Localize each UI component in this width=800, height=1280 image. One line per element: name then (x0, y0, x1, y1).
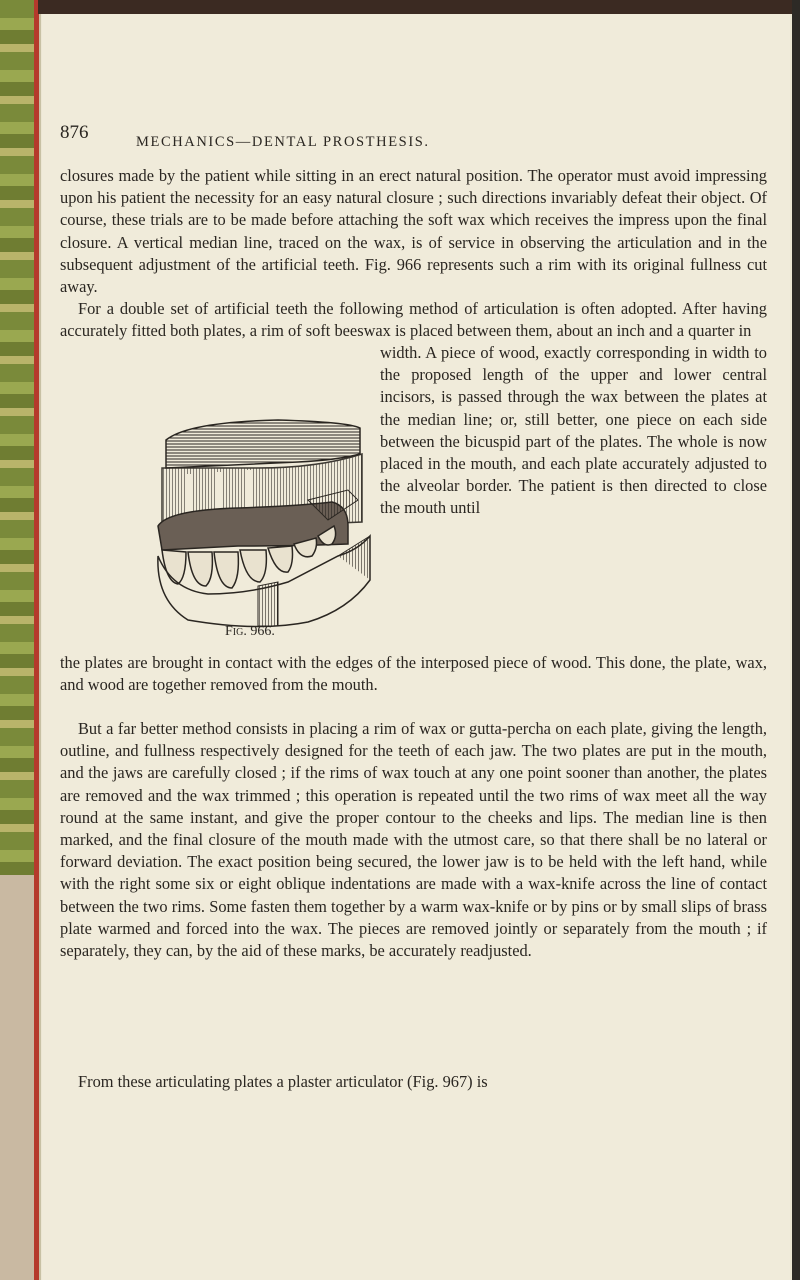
dental-articulating-plates-illustration-icon (148, 350, 380, 636)
page-header (60, 122, 740, 160)
paragraph-closures: closures made by the patient while sitting in an erect natural position. The operator must avoid impressing upon his patient the necessity for an easy natural closure ; such directions invariably defeat their object. Of course, these trials are to be made before attaching the soft wax which receives the impress upon the final closure. A vertical median line, traced on the wax, is of service in observing the articulation and in the subsequent adjustment of the artificial teeth. Fig. 966 represents such a rim with its original fullness cut away. (60, 166, 767, 297)
paragraph-double-set-intro: For a double set of artificial teeth the following method of articulation is often adopted. After having accurately fitted both plates, a rim of soft beeswax is placed between them, about an inch and a quarter in (60, 299, 767, 341)
paragraph-double-set-end: the plates are brought in contact with the edges of the interposed piece of wood. This done, the plate, wax, and wood are together removed from the mouth. (60, 653, 767, 695)
book-spine-red-edge (34, 0, 39, 1280)
running-title: MECHANICS—DENTAL PROSTHESIS. (136, 134, 430, 150)
book-page-edge-lower (0, 875, 38, 1280)
book-right-edge (792, 0, 800, 1280)
figure-caption: Fig. 966. (225, 624, 275, 639)
page-number: 876 (60, 122, 89, 143)
dental-plates-figure (148, 350, 380, 636)
paragraph-better-method: But a far better method consists in placing a rim of wax or gutta-percha on each plate, giving the length, outline, and fullness respectively designed for the teeth of each jaw. The two plates are put in the mouth, and the jaws are carefully closed ; if the rims of wax touch at any one point sooner than another, the plates are removed and the wax trimmed ; this operation is repeated until the two rims of wax meet all the way round at the same instant, and give the proper contour to the cheeks and lips. The median line is then marked, and the final closure of the mouth made with the utmost care, so that there shall be no lateral or forward deviation. The exact position being secured, the lower jaw is to be held with the left hand, while with the right some six or eight oblique indentations are made with a wax-knife across the line of contact between the two rims. Some fasten them together by a warm wax-knife or by pins or by small slips of brass plate warmed and forced into the wax. The pieces are removed jointly or separately from the mouth ; if separately, they can, by the aid of these marks, be accurately readjusted. (60, 719, 767, 961)
paragraph-double-set-wrap: width. A piece of wood, exactly corresponding in width to the proposed length of the upper and lower central incisors, is passed through the wax between the plates at the median line; or, still better, one piece on each side between the bicuspid part of the plates. The whole is now placed in the mouth, and each plate accurately adjusted to the alveolar border. The patient is then directed to close the mouth until (380, 343, 767, 518)
paragraph-articulator: From these articulating plates a plaster articulator (Fig. 967) is (78, 1072, 488, 1091)
book-top-edge (38, 0, 800, 14)
